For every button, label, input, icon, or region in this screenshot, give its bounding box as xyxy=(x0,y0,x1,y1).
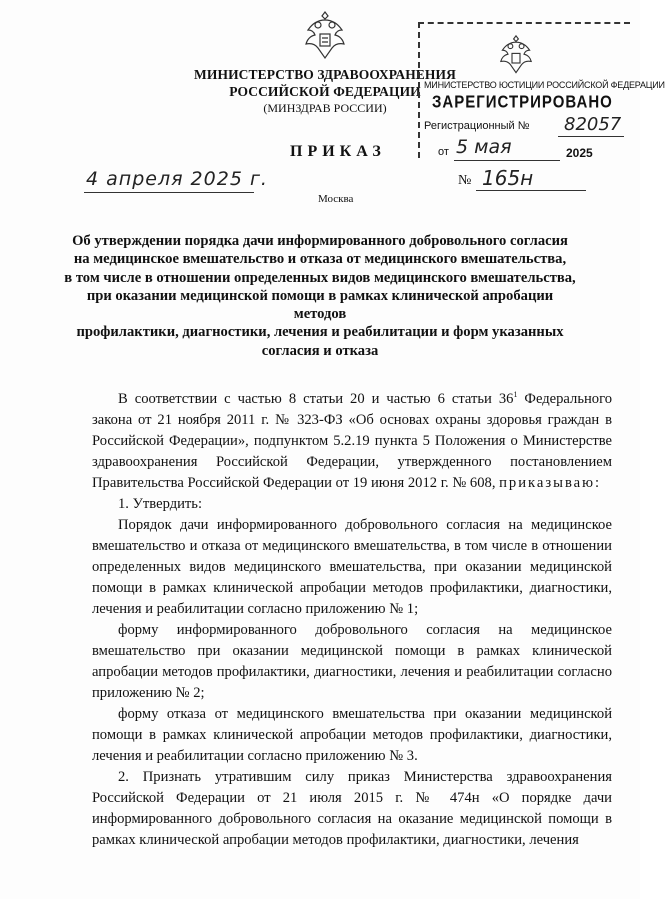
stamp-date-label: от xyxy=(438,146,449,158)
document-body xyxy=(92,389,612,851)
order-number-underline xyxy=(476,190,586,191)
title-line: Об утверждении порядка дачи информированного добровольного согласия xyxy=(72,233,568,249)
stamp-border-left xyxy=(418,22,420,158)
ministry-name-line2: РОССИЙСКОЙ ФЕДЕРАЦИИ xyxy=(229,84,421,99)
stamp-border-top xyxy=(418,22,630,24)
stamp-date: 5 мая xyxy=(456,136,512,158)
paragraph-item-2: 2. Признать утратившим силу приказ Министерства здравоохранения Российской Федерации от 21 июля 2015 г. № 474н «О порядке дачи информированного добровольного согласия на оказание медицинской помощи в рамках клинической апробации методов профилактики, диагностики, лечения xyxy=(92,769,612,848)
title-line: в том числе в отношении определенных видов медицинского вмешательства, xyxy=(64,269,576,286)
paragraph-item-1: 1. Утвердить: xyxy=(118,496,203,512)
ministry-name-line1: МИНИСТЕРСТВО ЗДРАВООХРАНЕНИЯ xyxy=(194,67,456,82)
order-number: 165н xyxy=(482,166,534,190)
title-line: на медицинское вмешательство и отказа от медицинского вмешательства, xyxy=(73,251,567,268)
stamp-reg-number: 82057 xyxy=(564,114,622,135)
preamble-text-a: В соответствии с частью 8 статьи 20 и частью 6 статьи 36 xyxy=(118,391,514,407)
title-line: при оказании медицинской помощи в рамках клинической апробации методов xyxy=(86,287,554,323)
russian-coat-of-arms-icon xyxy=(496,32,536,78)
stamp-year: 2025 xyxy=(566,146,593,160)
preamble-superscript: 1 xyxy=(513,390,518,400)
order-title: ПРИКАЗ xyxy=(290,143,386,160)
order-date-underline xyxy=(84,192,254,193)
preamble-text-b: Федерального закона от 21 ноября 2011 г. № 323-ФЗ «Об основах охраны здоровья граждан в Российской Федерации», подпунктом 5.2.19 пункта 5 Положения о Министерстве здравоохранения Российской Федерации, утвержденного постановлением Правительства Российской Федерации от 19 июня 2012 г. № 608, xyxy=(92,391,612,491)
registration-stamp xyxy=(418,22,665,160)
paragraph-consent-form: форму информированного добровольного согласия на медицинское вмешательство при оказании медицинской помощи в рамках клинической апробации методов профилактики, диагностики, лечения и реабилитации согласно приложению № 2; xyxy=(92,622,612,701)
title-line: согласия и отказа xyxy=(261,342,379,359)
paragraph-procedure: Порядок дачи информированного добровольного согласия на медицинское вмешательство и отказа от медицинского вмешательства, в том числе в отношении определенных видов медицинского вмешательства, при оказании медицинской помощи в рамках клинической апробации методов профилактики, диагностики, лечения и реабилитации согласно приложению № 1; xyxy=(92,517,612,617)
paragraph-preamble xyxy=(92,389,612,494)
order-city: Москва xyxy=(318,193,354,205)
order-date: 4 апреля 2025 г. xyxy=(86,168,268,190)
paragraph-refusal-form: форму отказа от медицинского вмешательства при оказании медицинской помощи в рамках клинической апробации методов профилактики, диагностики, лечения и реабилитации согласно приложению № 3. xyxy=(92,706,612,764)
stamp-registered: ЗАРЕГИСТРИРОВАНО xyxy=(432,92,613,113)
stamp-reg-label: Регистрационный № xyxy=(424,120,530,132)
title-line: профилактики, диагностики, лечения и реабилитации и форм указанных xyxy=(76,324,564,341)
stamp-regno-underline xyxy=(558,136,624,137)
preamble-order-word: приказываю: xyxy=(499,475,602,491)
order-number-label: № xyxy=(458,173,472,188)
document-title xyxy=(60,232,580,360)
ministry-short-name: (МИНЗДРАВ РОССИИ) xyxy=(263,101,387,115)
stamp-ministry-justice: МИНИСТЕРСТВО ЮСТИЦИИ РОССИЙСКОЙ ФЕДЕРАЦИИ xyxy=(424,80,665,90)
russian-coat-of-arms-icon xyxy=(300,8,350,64)
stamp-date-underline xyxy=(454,160,560,161)
